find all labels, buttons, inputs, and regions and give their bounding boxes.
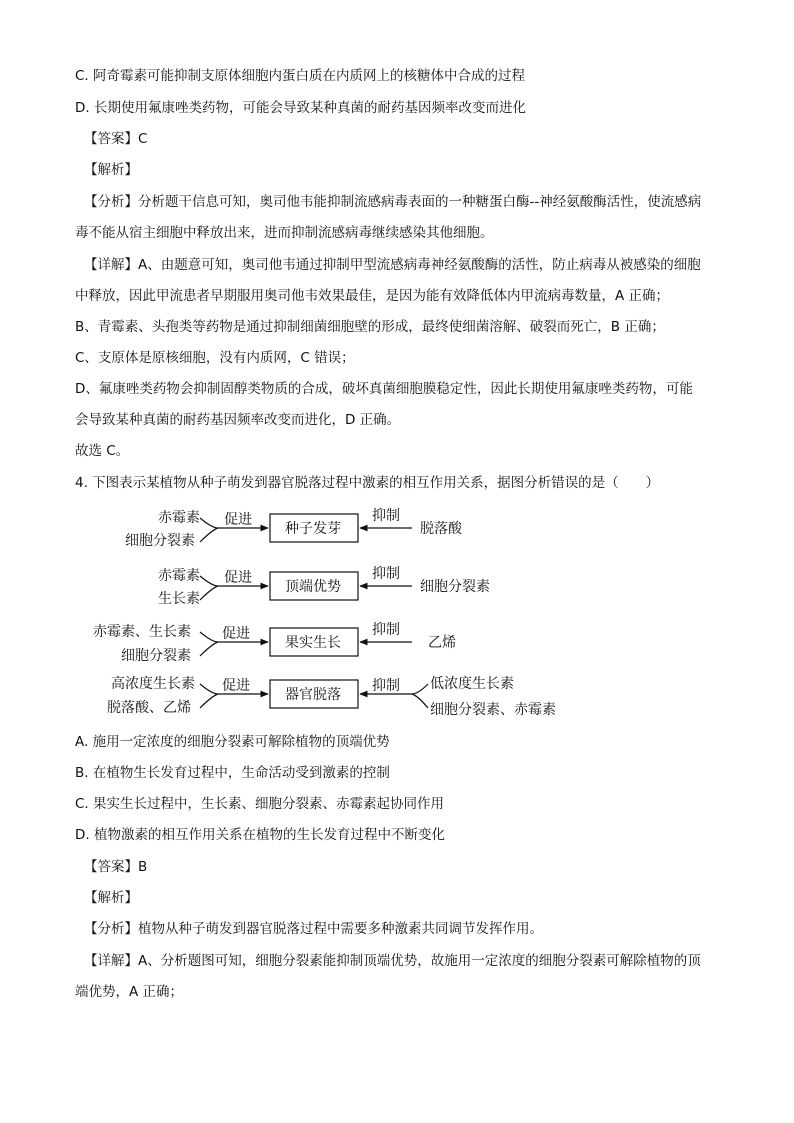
inhibitor-text: 细胞分裂素、赤霉素 xyxy=(430,702,556,718)
detail-paragraph-a: 【详解】A、分析题图可知，细胞分裂素能抑制顶端优势，故施用一定浓度的细胞分裂素可解除植物的顶 xyxy=(84,953,701,969)
stage-label: 器官脱落 xyxy=(285,687,341,703)
inhibitor-text: 乙烯 xyxy=(428,635,456,651)
analysis-label: 【解析】 xyxy=(84,162,138,178)
inhibitor-text: 细胞分裂素 xyxy=(420,579,490,595)
promoter-text: 高浓度生长素 xyxy=(111,676,195,692)
choose-answer: 故选 C。 xyxy=(75,443,130,459)
detail-paragraph-b: B、青霉素、头孢类等药物是通过抑制细菌细胞壁的形成，最终使细菌溶解、破裂而死亡，B 正确； xyxy=(75,319,665,335)
inhibit-label: 抑制 xyxy=(372,566,400,582)
promote-label: 促进 xyxy=(224,570,252,586)
detail-paragraph-d: D、氟康唑类药物会抑制固醇类物质的合成，破坏真菌细胞膜稳定性，因此长期使用氟康唑类药物，可能 xyxy=(75,381,693,397)
analysis-paragraph-cont: 毒不能从宿主细胞中释放出来，进而抑制流感病毒继续感染其他细胞。 xyxy=(75,225,494,241)
answer-label: 【答案】B xyxy=(84,859,148,875)
option-b-text: B. 在植物生长发育过程中，生命活动受到激素的控制 xyxy=(75,765,390,781)
promote-label: 促进 xyxy=(222,678,250,694)
detail-paragraph-c: C、支原体是原核细胞，没有内质网，C 错误； xyxy=(75,350,355,366)
inhibitor-text: 低浓度生长素 xyxy=(430,676,514,692)
detail-paragraph-a-cont: 端优势，A 正确； xyxy=(75,984,184,1000)
promoter-text: 赤霉素、生长素 xyxy=(93,624,191,640)
promote-label: 促进 xyxy=(222,626,250,642)
detail-paragraph-d-cont: 会导致某种真菌的耐药基因频率改变而进化，D 正确。 xyxy=(75,412,401,428)
stage-label: 种子发芽 xyxy=(285,521,341,537)
analysis-paragraph: 【分析】分析题干信息可知，奥司他韦能抑制流感病毒表面的一种糖蛋白酶--神经氨酸酶活性，使流感病 xyxy=(84,194,702,210)
question-4-stem: 4. 下图表示某植物从种子萌发到器官脱落过程中激素的相互作用关系，据图分析错误的是（ ） xyxy=(75,475,660,491)
detail-paragraph-a: 【详解】A、由题意可知，奥司他韦通过抑制甲型流感病毒神经氨酸酶的活性，防止病毒从被感染的细胞 xyxy=(84,257,701,273)
inhibit-label: 抑制 xyxy=(372,622,400,638)
inhibitor-text: 脱落酸 xyxy=(420,521,462,537)
inhibit-label: 抑制 xyxy=(372,678,400,694)
promoter-text: 赤霉素 xyxy=(158,568,200,584)
stage-label: 顶端优势 xyxy=(285,579,341,595)
promoter-text: 细胞分裂素 xyxy=(125,533,195,549)
analysis-label: 【解析】 xyxy=(84,890,138,906)
promoter-text: 生长素 xyxy=(158,591,200,607)
promoter-text: 脱落酸、乙烯 xyxy=(107,700,191,716)
hormone-interaction-diagram xyxy=(0,500,794,725)
option-c-text: C. 阿奇霉素可能抑制支原体细胞内蛋白质在内质网上的核糖体中合成的过程 xyxy=(75,68,526,84)
option-c-text: C. 果实生长过程中，生长素、细胞分裂素、赤霉素起协同作用 xyxy=(75,796,445,812)
answer-label: 【答案】C xyxy=(84,131,148,147)
option-a-text: A. 施用一定浓度的细胞分裂素可解除植物的顶端优势 xyxy=(75,734,390,750)
promoter-text: 细胞分裂素 xyxy=(121,648,191,664)
stage-label: 果实生长 xyxy=(285,635,341,651)
option-d-text: D. 植物激素的相互作用关系在植物的生长发育过程中不断变化 xyxy=(75,827,445,843)
promoter-text: 赤霉素 xyxy=(158,510,200,526)
option-d-text: D. 长期使用氟康唑类药物，可能会导致某种真菌的耐药基因频率改变而进化 xyxy=(75,100,526,116)
detail-paragraph-a-cont: 中释放，因此甲流患者早期服用奥司他韦效果最佳，是因为能有效降低体内甲流病毒数量，A 正确； xyxy=(75,288,670,304)
analysis-paragraph: 【分析】植物从种子萌发到器官脱落过程中需要多种激素共同调节发挥作用。 xyxy=(84,921,543,937)
promote-label: 促进 xyxy=(224,512,252,528)
inhibit-label: 抑制 xyxy=(372,508,400,524)
